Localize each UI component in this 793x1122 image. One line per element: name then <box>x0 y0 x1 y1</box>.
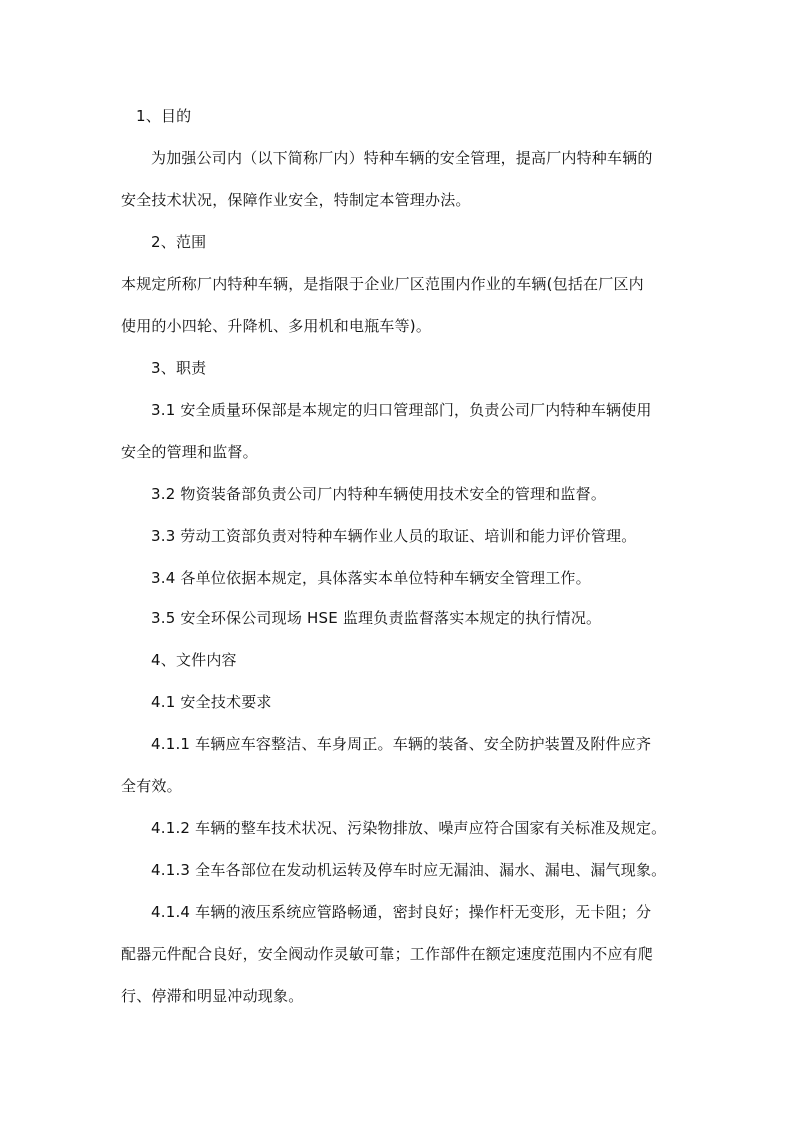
paragraph-line: 安全的管理和监督。 <box>121 443 258 461</box>
paragraph-line: 3.4 各单位依据本规定，具体落实本单位特种车辆安全管理工作。 <box>151 569 591 587</box>
paragraph-line: 安全技术状况，保障作业安全，特制定本管理办法。 <box>121 191 471 209</box>
paragraph-line: 使用的小四轮、升降机、多用机和电瓶车等)。 <box>121 317 432 335</box>
paragraph-line: 4.1.2 车辆的整车技术状况、污染物排放、噪声应符合国家有关标准及规定。 <box>151 819 667 837</box>
paragraph-line: 3.3 劳动工资部负责对特种车辆作业人员的取证、培训和能力评价管理。 <box>151 527 637 545</box>
paragraph-line: 本规定所称厂内特种车辆，是指限于企业厂区范围内作业的车辆(包括在厂区内 <box>121 275 644 293</box>
paragraph-line: 全有效。 <box>121 777 182 795</box>
paragraph-line: 4.1.1 车辆应车容整洁、车身周正。车辆的装备、安全防护装置及附件应齐 <box>151 735 652 753</box>
heading-purpose: 1、目的 <box>136 107 192 125</box>
paragraph-line: 为加强公司内（以下简称厂内）特种车辆的安全管理，提高厂内特种车辆的 <box>151 149 653 167</box>
heading-content: 4、文件内容 <box>151 651 237 669</box>
paragraph-line: 行、停滞和明显冲动现象。 <box>121 987 304 1005</box>
heading-responsibilities: 3、职责 <box>151 359 207 377</box>
subheading-safety-tech: 4.1 安全技术要求 <box>151 693 272 711</box>
paragraph-line: 3.5 安全环保公司现场 HSE 监理负责监督落实本规定的执行情况。 <box>151 609 602 627</box>
paragraph-line: 4.1.3 全车各部位在发动机运转及停车时应无漏油、漏水、漏电、漏气现象。 <box>151 861 667 879</box>
heading-scope: 2、范围 <box>151 233 207 251</box>
paragraph-line: 4.1.4 车辆的液压系统应管路畅通，密封良好；操作杆无变形，无卡阻；分 <box>151 903 652 921</box>
paragraph-line: 配器元件配合良好，安全阀动作灵敏可靠；工作部件在额定速度范围内不应有爬 <box>121 945 654 963</box>
paragraph-line: 3.2 物资装备部负责公司厂内特种车辆使用技术安全的管理和监督。 <box>151 485 607 503</box>
paragraph-line: 3.1 安全质量环保部是本规定的归口管理部门，负责公司厂内特种车辆使用 <box>151 401 652 419</box>
